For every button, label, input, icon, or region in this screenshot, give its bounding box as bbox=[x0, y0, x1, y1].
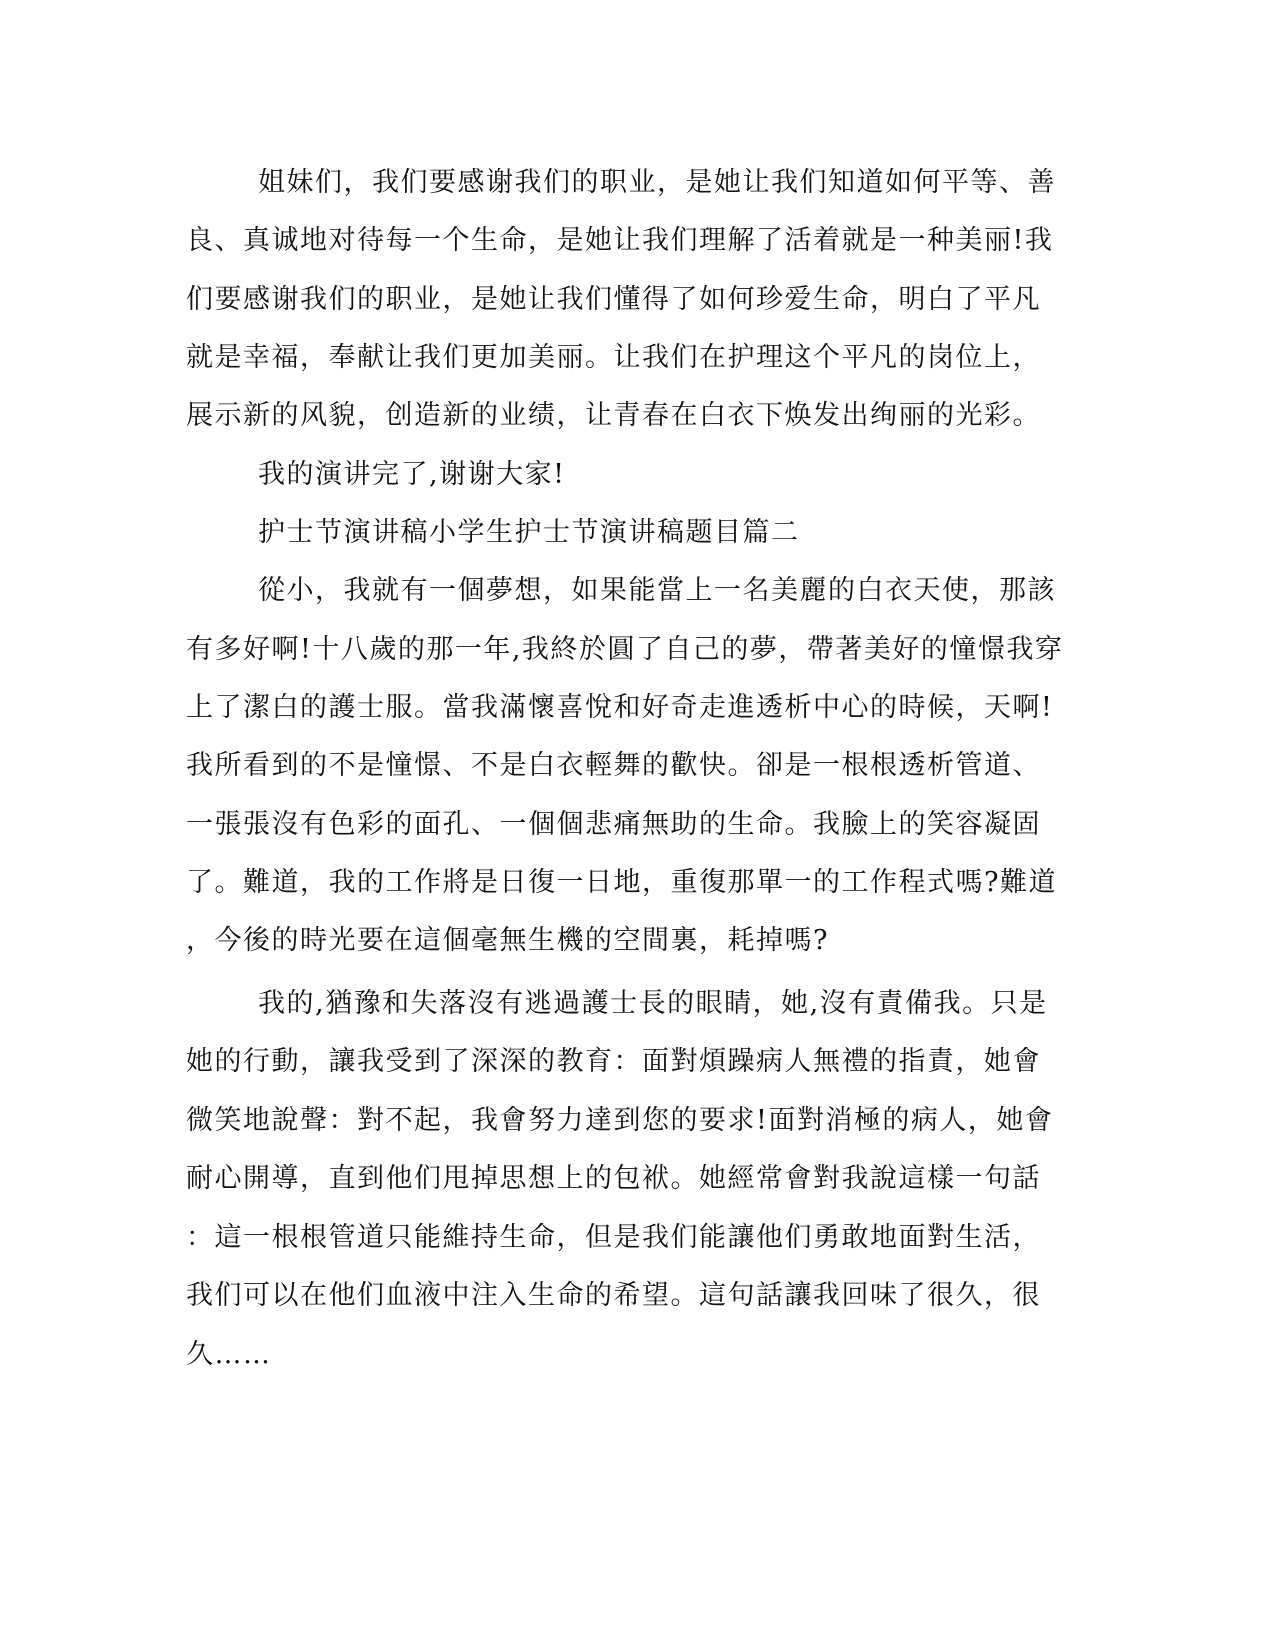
closing-line: 我的演讲完了,谢谢大家! bbox=[258, 459, 566, 490]
text-line: 们要感谢我们的职业，是她让我们懂得了如何珍爱生命，明白了平凡 bbox=[186, 284, 1041, 315]
text-line: ，今後的時光要在這個毫無生機的空間裏，耗掉嗎? bbox=[186, 925, 829, 956]
text-line: 一張張沒有色彩的面孔、一個個悲痛無助的生命。我臉上的笑容凝固 bbox=[186, 809, 1041, 840]
text-line: 展示新的风貌，创造新的业绩，让青春在白衣下焕发出绚丽的光彩。 bbox=[186, 400, 1041, 431]
text-line: 從小，我就有一個夢想，如果能當上一名美麗的白衣天使，那該 bbox=[258, 575, 1056, 606]
text-line: 她的行動，讓我受到了深深的教育：面對煩躁病人無禮的指責，她會 bbox=[186, 1046, 1041, 1077]
text-line: 我们可以在他们血液中注入生命的希望。這句話讓我回味了很久，很 bbox=[186, 1280, 1041, 1311]
text-line: 我所看到的不是憧憬、不是白衣輕舞的歡快。卻是一根根透析管道、 bbox=[186, 750, 1041, 781]
text-line: 就是幸福，奉献让我们更加美丽。让我们在护理这个平凡的岗位上， bbox=[186, 342, 1041, 373]
text-line: 微笑地說聲：對不起，我會努力達到您的要求!面對消極的病人，她會 bbox=[186, 1105, 1054, 1136]
text-line: ：這一根根管道只能維持生命，但是我们能讓他们勇敢地面對生活， bbox=[186, 1222, 1041, 1253]
text-line: 我的,猶豫和失落沒有逃過護士長的眼睛，她,沒有責備我。只是 bbox=[258, 988, 1048, 1019]
section-heading: 护士节演讲稿小学生护士节演讲稿题目篇二 bbox=[258, 517, 800, 548]
text-line: 耐心開導，直到他们甩掉思想上的包袱。她經常會對我說這樣一句話 bbox=[186, 1163, 1041, 1194]
text-line: 久…… bbox=[186, 1339, 272, 1370]
text-line: 上了潔白的護士服。當我滿懷喜悅和好奇走進透析中心的時候，天啊! bbox=[186, 692, 1054, 723]
text-line: 有多好啊!十八歲的那一年,我終於圓了自己的夢，帶著美好的憧憬我穿 bbox=[186, 634, 1064, 665]
text-line: 了。難道，我的工作將是日復一日地，重復那單一的工作程式嗎?難道 bbox=[186, 867, 1057, 898]
text-line: 良、真诚地对待每一个生命，是她让我们理解了活着就是一种美丽!我 bbox=[186, 225, 1054, 256]
text-line: 姐妹们，我们要感谢我们的职业，是她让我们知道如何平等、善 bbox=[258, 167, 1056, 198]
